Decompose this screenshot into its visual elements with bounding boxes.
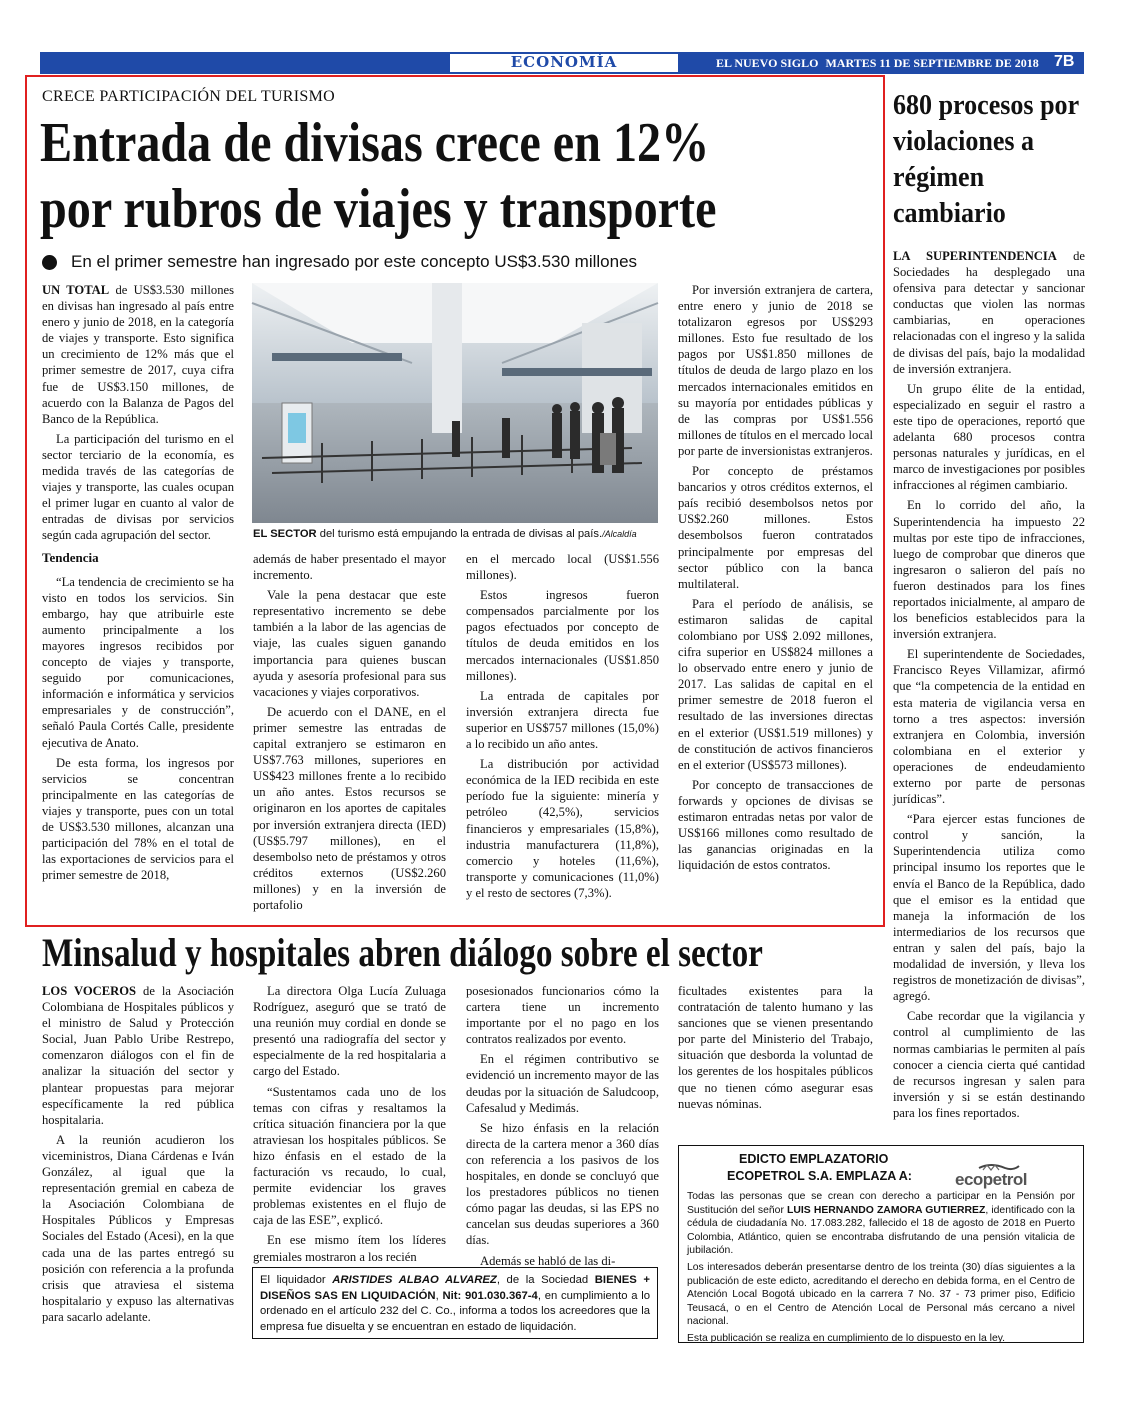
second-column-4: ficultades existentes para la contratación de talento humano y las sanciones que se vienen presentando por parte del Ministerio del Trabajo, situación que desborda la voluntad de los gerentes de los hospitales públicos que no tienen cómo asegurar esas nuevas nóminas. <box>678 984 873 1111</box>
headline <box>40 110 754 242</box>
bullet-icon <box>42 255 57 270</box>
masthead <box>716 56 1039 71</box>
section-name: ECONOMÍA <box>510 53 618 71</box>
lead-word: UN TOTAL <box>42 283 110 297</box>
edict-notice <box>678 1145 1084 1343</box>
airport-photo <box>252 283 658 523</box>
publication-date: MARTES 11 DE SEPTIEMBRE DE 2018 <box>825 56 1039 70</box>
headline-line-1: Entrada de divisas crece en 12% <box>40 112 710 174</box>
ecopetrol-logo <box>949 1162 1079 1188</box>
side-headline: 680 procesos por violaciones a régimen cambiario <box>893 90 1079 229</box>
second-lead-word: LOS VOCEROS <box>42 984 137 998</box>
edict-title: EDICTO EMPLAZATORIO <box>739 1152 889 1166</box>
kicker: CRECE PARTICIPACIÓN DEL TURISMO <box>42 88 335 105</box>
edict-body: Todas las personas que se crean con derecho a participar en la Pensión por Sustitución del señor LUIS HERNANDO ZAMORA GUTIERREZ, identificado con la cédula de ciudadanía No. 17.083.282, fallecido el 18 de agosto de 2018 en Puerto Colombia, Atlántico, quien se encontraba disfrutando de una pensión vitalicia de jubilación. Los interesados deberán presentarse dentro de los treinta (30) días siguientes a la publicación de este edicto, acreditando el derecho en debida forma, en el Centro de Atención Local Bogotá ubicado en la carrera 7 No. 37 - 73 primer piso, Edificio Teusacá, o en el Centro de Atención Local de Personal más cercano a nivel nacional. Esta publicación se realiza en cumplimiento de lo dispuesto en la ley. <box>687 1191 1075 1344</box>
second-column-3: posesionados funcionarios cómo la cartera tiene un incremento importante por el no pago en los contratos realizados por evento. En el régimen contributivo se evidenció un incremento mayor de las deudas por la situación de Saludcoop, Cafesalud y Medimás. Se hizo énfasis en la relación directa de la cartera menor a 360 días con referencia a los pasivos de los hospitales, en donde se concluyó que los prestadores públicos no tienen cómo pagar las deudas, si las EPS no cancelan sus deudas superiores a 360 días. Además se habló de las di- <box>466 984 659 1268</box>
main-column-3: en el mercado local (US$1.556 millones). Estos ingresos fueron compensados parcialmente por los pagos efectuados por concepto de títulos de deuda emitidos en los mercados internacionales (US$1.850 millones). La entrada de capitales por inversión extranjera directa fue superior en US$757 millones (15,0%) a lo recibido un año antes. La distribución por actividad económica de la IED recibida en este período fue la siguiente: minería y petróleo (42,5%), servicios financieros y empresariales (15,8%), industria manufacturera (11,8%), comercio y hoteles (11,6%), transporte y comunicaciones (11,0%) y el resto de sectores (7,3%). <box>466 552 659 900</box>
company-name: BIENES + DISEÑOS SAS EN LIQUIDACIÓN <box>260 1274 651 1302</box>
deceased-name: LUIS HERNANDO ZAMORA GUTIERREZ <box>787 1204 986 1216</box>
side-column: LA SUPERINTENDENCIA de Sociedades ha desplegado una ofensiva para detectar y sancionar conductas que violen las normas cambiarias, en operaciones relacionadas con el ingreso y la salida de divisas del país, bajo la modalidad de inversión extranjera. Un grupo élite de la entidad, especializado en seguir el rastro a este tipo de operaciones, reportó que adelanta 680 procesos contra personas naturales y jurídicas, en el marco de investigaciones por posibles infracciones al régimen cambiario. En lo corrido del año, la Superintendencia ha impuesto 22 multas por este tipo de infracciones, luego de comprobar que dineros que ingresaron o salieron del país no fueron destinados para los fines reportados inicialmente, al amparo de los beneficios establecidos para la inversión extranjera. El superintendente de Sociedades, Francisco Reyes Villamizar, afirmó que “la competencia de la entidad en esta materia de vigilancia versa en torno a tres aspectos: inversión extranjera en Colombia, inversión colombiana en el exterior y operaciones de endeudamiento externo por parte de personas jurídicas”. “Para ejercer estas funciones de control y sanción, la Superintendencia utiliza como principal insumo los reportes que le envía el Banco de la República, dado que el emisor es la entidad que maneja la información de los intermediarios de los recursos que entran y salen del país, bajo la modalidad de inversión, y lleva los registros de monetización de divisas”, agregó. Cabe recordar que la vigilancia y control al cumplimiento de las normas cambiarias le permiten al país conocer a ciencia cierta qué cantidad de recursos ingresan y salen para inversión y si se están destinando para los fines reportados. <box>893 249 1085 1120</box>
company-nit: Nit: 901.030.367-4 <box>442 1289 538 1302</box>
subtitle: Tendencia <box>42 549 99 565</box>
caption-text: del turismo está empujando la entrada de divisas al país. <box>316 528 603 540</box>
photo-credit: /Alcaldía <box>602 529 637 539</box>
caption-lead: EL SECTOR <box>253 528 317 540</box>
photo-caption <box>253 528 663 540</box>
second-column-1: LOS VOCEROS de la Asociación Colombiana de Hospitales públicos y el ministro de Salud y Protección Social, Juan Pablo Uribe Restrepo, comenzaron diálogos con el fin de analizar la situación del sector y plantear propuestas para mejorar específicamente la red pública hospitalaria. A la reunión acudieron los viceministros, Diana Cárdenas e Iván González, al igual que la representación gremial en cabeza de la Asociación Colombiana de Hospitales Públicos y Empresas Sociales del Estado (Acesi), en la que cada una de las partes entregó su posición con referencia a la profunda crisis que atraviesa el sistema hospitalario y expuso las alternativas para sacarlo adelante. <box>42 984 234 1324</box>
masthead-name: EL NUEVO SIGLO <box>716 56 819 70</box>
logo-text: ecopetrol <box>955 1170 1028 1189</box>
main-column-2: además de haber presentado el mayor incremento. Vale la pena destacar que este representativo incremento se debe también a la labor de las agencias de viaje, las cuales siguen ganando importancia para quienes buscan ayuda y asesoría profesional para sus vacaciones y viajes corporativos. De acuerdo con el DANE, en el primer semestre las entradas de capital extranjero se estimaron en US$7.763 millones, superiores en US$423 millones frente a lo recibido un año antes. Estos recursos se originaron en los aportes de capitales por inversión extranjera directa (IED) (US$5.797 millones), en el desembolso neto de préstamos y otros créditos externos (US$2.260 millones) y en la inversión de portafolio <box>253 552 446 912</box>
second-column-2: La directora Olga Lucía Zuluaga Rodríguez, aseguró que se trató de una reunión muy cordial en donde se presentó una radiografía del sector y especialmente de la red hospitalaria a cargo del Estado. “Sustentamos cada uno de los temas con cifras y resaltamos la crítica situación financiera por la que atraviesan los hospitales públicos. Se hizo énfasis en el estado de la facturación vs recaudo, lo cual, permite evidenciar los graves problemas existentes en el flujo de caja de las ESE”, explicó. En ese mismo ítem los líderes gremiales mostraron a los recién <box>253 984 446 1264</box>
liquidation-notice: El liquidador ARISTIDES ALBAO ALVAREZ, de la Sociedad BIENES + DISEÑOS SAS EN LIQUIDACIÓN, Nit: 901.030.367-4, en cumplimiento a lo ordenado en el artículo 232 del C. Co., informa a todos los acreedores que la empresa fue disuelta y se encuentran en estado de liquidación. <box>252 1267 658 1339</box>
main-column-1: UN TOTAL de US$3.530 millones en divisas han ingresado al país entre enero y junio de 2018, en la categoría de viajes y transporte. Esto significa un crecimiento de 12% más que el primer semestre de 2017, cuya cifra fue de US$3.150 millones, de acuerdo con la Balanza de Pagos del Banco de la República. La participación del turismo en el sector terciario de la economía, es medida través de las categorías de viajes y transporte, las cuales ocupan el primer lugar en cuanto al valor de entradas de divisas por servicios según cada agrupación del sector. Tendencia “La tendencia de crecimiento se ha visto en todos los servicios. Sin embargo, hay que atribuirle este aumento principalmente a los mayores ingresos recibidos por concepto de viajes y transporte, seguido por comunicaciones, información e informática y servicios empresariales y de construcción”, señaló Paula Cortés Calle, presidente ejecutiva de Anato. De esta forma, los ingresos por servicios se concentran principalmente en las categorías de viajes y transporte, pues con un total de US$3.530 millones, alcanzan una participación del 78% en el total de las exportaciones de servicios para el primer semestre de 2018, <box>42 283 234 883</box>
main-column-4: Por inversión extranjera de cartera, entre enero y junio de 2018 se totalizaron egresos por US$293 millones. Esto fue resultado de los pagos por US$1.850 millones de títulos de deuda de largo plazo en los mercados internacionales emitidos en su mayoría por entidades públicas y de las compras por US$1.556 millones de títulos en el mercado local por parte de inversionistas extranjeros. Por concepto de préstamos bancarios y otros créditos externos, el país recibió desembolsos netos por US$2.260 millones. Estos desembolsos fueron contratados principalmente por empresas del sector público con la banca multilateral. Para el período de análisis, se estimaron salidas de capital colombiano por US$ 2.092 millones, cifra superior en US$824 millones a lo observado entre enero y junio de 2017. Las salidas de capital en el primer semestre de 2018 fueron el resultado de las inversiones directas en el exterior (US$1.519 millones) y de constitución de activos financieros en el exterior (US$573 millones). Por concepto de transacciones de forwards y opciones de divisas se estimaron entradas netas por valor de US$166 millones como resultado de las ganancias originadas en la liquidación de estos contratos. <box>678 283 873 873</box>
side-lead-word: LA SUPERINTENDENCIA <box>893 249 1057 263</box>
edict-subtitle: ECOPETROL S.A. EMPLAZA A: <box>727 1169 912 1183</box>
page-number: 7B <box>1054 53 1075 70</box>
airport-photo-illustration <box>252 283 658 523</box>
subhead <box>42 252 637 272</box>
liquidator-name: ARISTIDES ALBAO ALVAREZ <box>332 1274 497 1286</box>
subhead-text: En el primer semestre han ingresado por este concepto US$3.530 millones <box>71 252 638 271</box>
headline-line-2: por rubros de viajes y transporte <box>40 178 717 240</box>
second-headline: Minsalud y hospitales abren diálogo sobre el sector <box>42 930 763 975</box>
edict-header <box>687 1152 1075 1190</box>
